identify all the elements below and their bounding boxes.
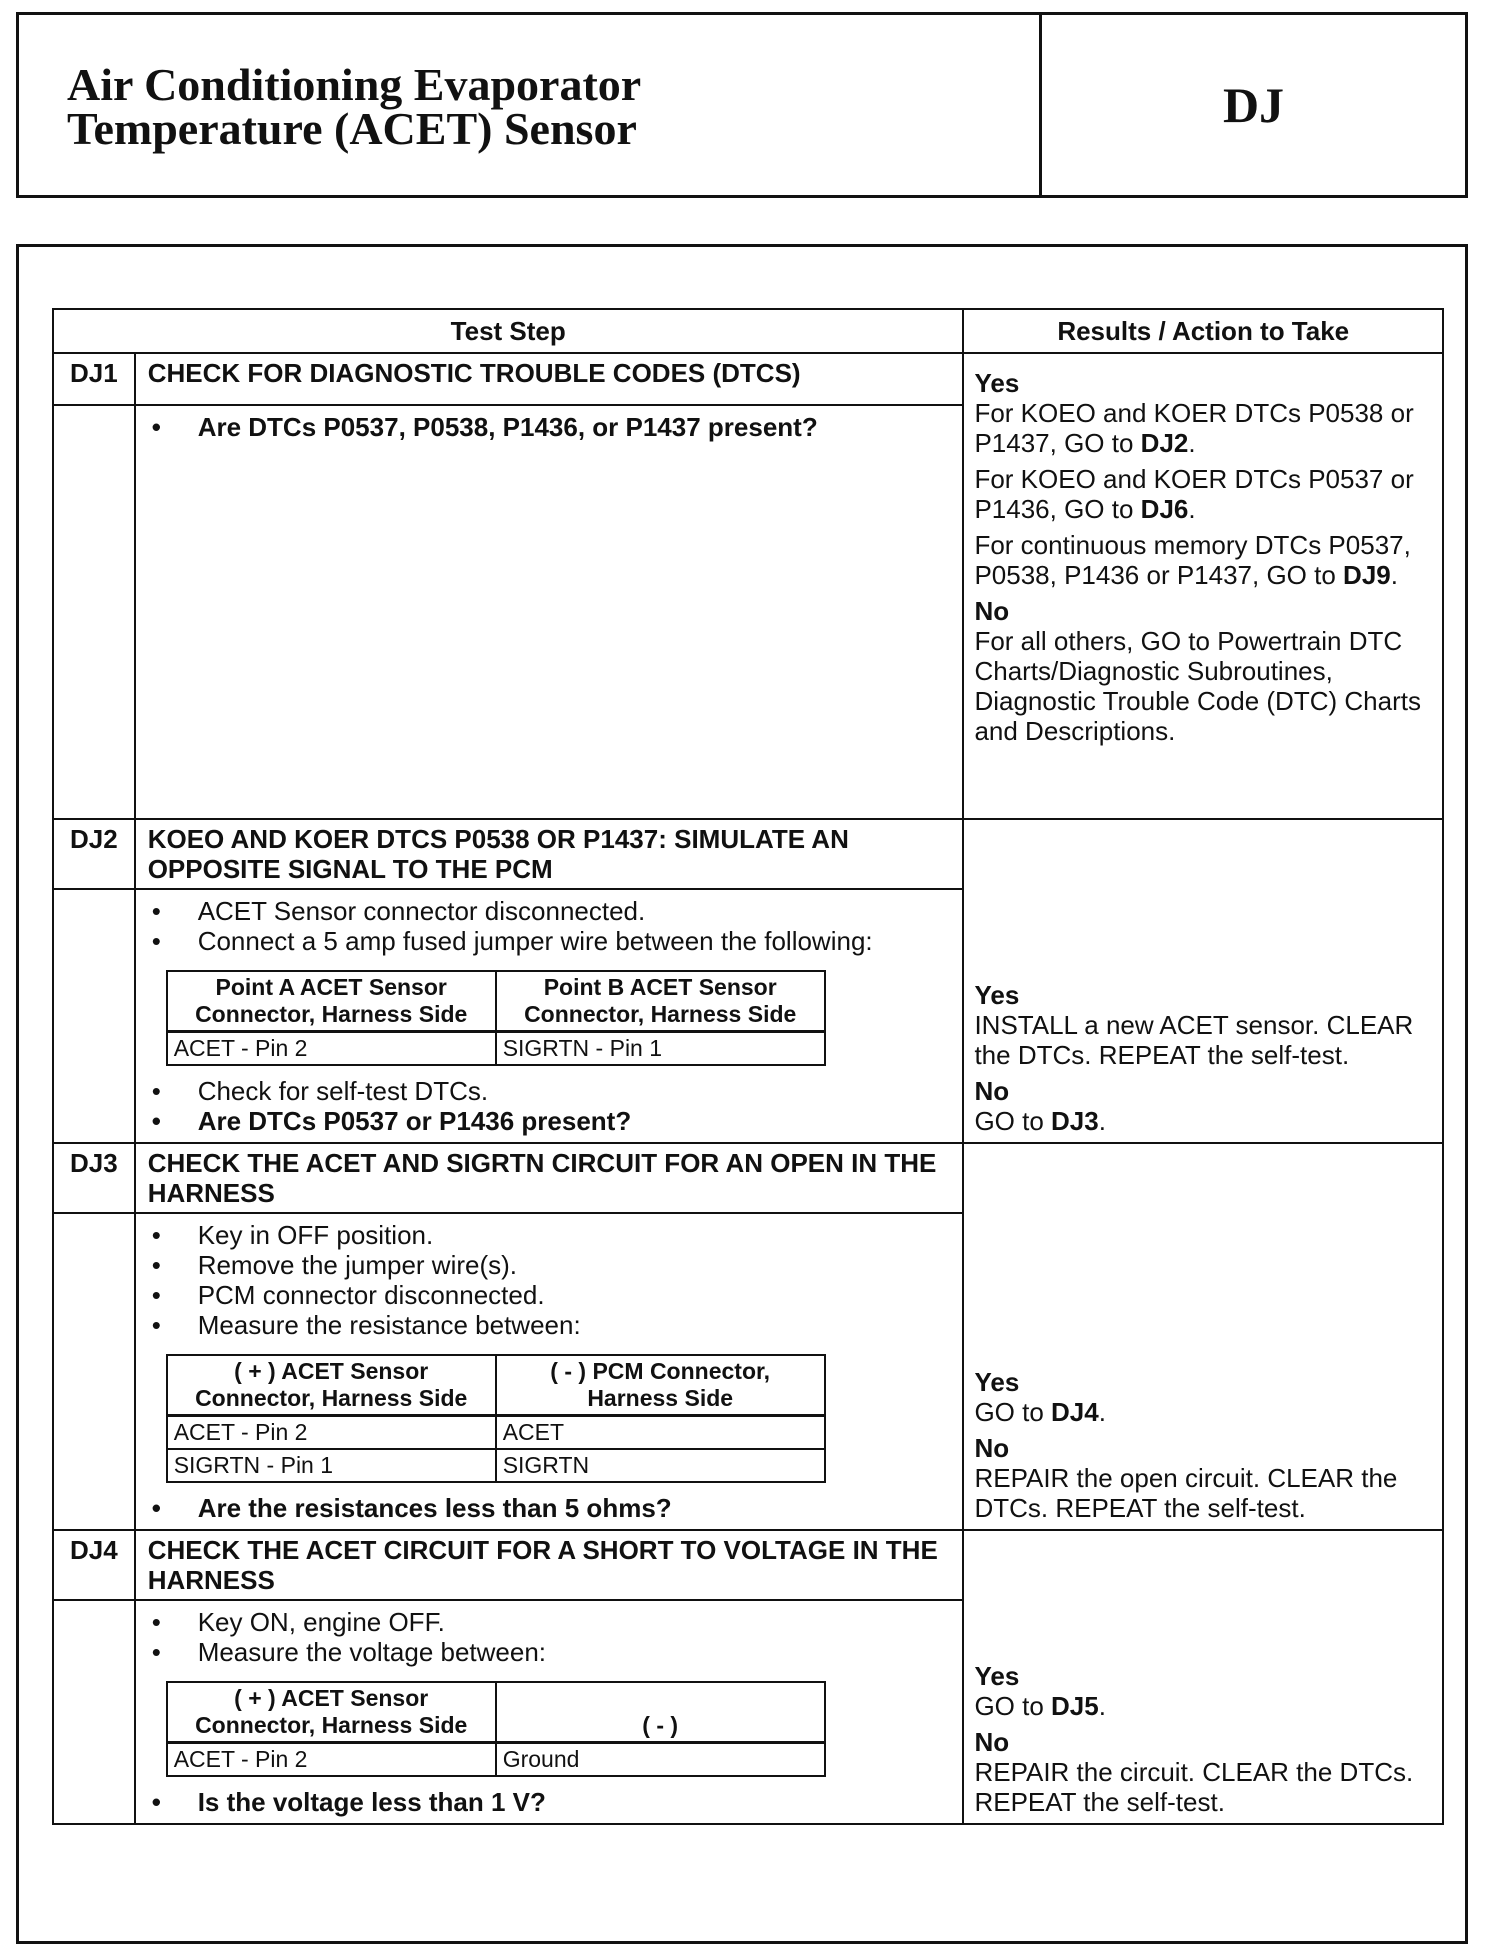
table-header: Point A ACET Sensor Connector, Harness Side — [167, 971, 496, 1032]
table-header: ( + ) ACET Sensor Connector, Harness Side — [167, 1682, 496, 1743]
result-text: INSTALL a new ACET sensor. CLEAR the DTCs. REPEAT the self-test. — [974, 1010, 1414, 1070]
step-link-dj5[interactable]: DJ5 — [1051, 1691, 1099, 1721]
col-header-results: Results / Action to Take — [963, 309, 1443, 353]
step-title: KOEO AND KOER DTCS P0538 OR P1437: SIMULATE AN OPPOSITE SIGNAL TO THE PCM — [135, 819, 964, 889]
yes-label: Yes — [974, 980, 1020, 1010]
no-label: No — [974, 1727, 1010, 1757]
step-link-dj9[interactable]: DJ9 — [1343, 560, 1391, 590]
step-dj2-title-row — [53, 819, 1443, 889]
table-header: ( + ) ACET Sensor Connector, Harness Side — [167, 1355, 496, 1416]
title-line-2: Temperature (ACET) Sensor — [67, 103, 637, 154]
step-body — [135, 889, 964, 1143]
step-dj3-results: Yes GO to DJ4. No REPAIR the open circuit. CLEAR the DTCs. REPEAT the self-test. — [963, 1143, 1443, 1530]
step-link-dj3[interactable]: DJ3 — [1051, 1106, 1099, 1136]
instruction: • Remove the jumper wire(s). — [198, 1250, 953, 1280]
step-id: DJ4 — [53, 1530, 135, 1600]
table-header: Point B ACET Sensor Connector, Harness Side — [496, 971, 825, 1032]
step-link-dj4[interactable]: DJ4 — [1051, 1397, 1099, 1427]
table-cell: SIGRTN — [496, 1449, 825, 1482]
step-id: DJ1 — [53, 353, 135, 405]
section-code: DJ — [1222, 77, 1285, 133]
step-dj1-results: Yes For KOEO and KOER DTCs P0538 or P1437, GO to DJ2. For KOEO and KOER DTCs P0537 or P1436, GO to DJ6. For continuous memory DTCs P0537, P0538, P1436 or P1437, GO to DJ9. No For all others, GO to Powertrain DTC Charts/Diagnostic Subroutines, Diagnostic Trouble Code (DTC) Charts and Descriptions. — [963, 353, 1443, 819]
step-body — [135, 405, 964, 819]
instruction: • Connect a 5 amp fused jumper wire between the following: — [198, 926, 953, 956]
step-link-dj2[interactable]: DJ2 — [1140, 428, 1189, 458]
question: • Are the resistances less than 5 ohms? — [198, 1493, 953, 1523]
instruction: • PCM connector disconnected. — [198, 1280, 953, 1310]
step-body — [135, 1213, 964, 1530]
question: • Is the voltage less than 1 V? — [198, 1787, 953, 1817]
result-text: GO to — [974, 1691, 1052, 1721]
step-dj2-results: Yes INSTALL a new ACET sensor. CLEAR the DTCs. REPEAT the self-test. No GO to DJ3. — [963, 819, 1443, 1143]
table-cell: SIGRTN - Pin 1 — [496, 1032, 825, 1066]
result-text: GO to — [974, 1397, 1052, 1427]
table-cell: ACET - Pin 2 — [167, 1032, 496, 1066]
step-dj1-title-row — [53, 353, 1443, 405]
result-text: GO to — [974, 1106, 1052, 1136]
table-cell: ACET - Pin 2 — [167, 1416, 496, 1450]
table-cell: Ground — [496, 1743, 825, 1777]
step-title: CHECK THE ACET CIRCUIT FOR A SHORT TO VOLTAGE IN THE HARNESS — [135, 1530, 964, 1600]
instruction: • Key in OFF position. — [198, 1220, 953, 1250]
step-id: DJ2 — [53, 819, 135, 889]
page-title — [67, 59, 642, 154]
step-title: CHECK THE ACET AND SIGRTN CIRCUIT FOR AN OPEN IN THE HARNESS — [135, 1143, 964, 1213]
instruction: • Measure the voltage between: — [198, 1637, 953, 1667]
table-cell: ACET — [496, 1416, 825, 1450]
step-id: DJ3 — [53, 1143, 135, 1213]
title-box — [16, 12, 1468, 198]
question: • Are DTCs P0537 or P1436 present? — [198, 1106, 953, 1136]
jumper-table — [166, 970, 826, 1066]
yes-label: Yes — [974, 1661, 1020, 1691]
no-label: No — [974, 1076, 1010, 1106]
title-line-1: Air Conditioning Evaporator — [67, 59, 642, 110]
yes-label: Yes — [974, 1367, 1020, 1397]
result-text: For KOEO and KOER DTCs P0537 or P1436, GO to — [974, 464, 1414, 524]
instruction: • ACET Sensor connector disconnected. — [198, 896, 953, 926]
table-cell: SIGRTN - Pin 1 — [167, 1449, 496, 1482]
instruction: • Measure the resistance between: — [198, 1310, 953, 1340]
result-text: For continuous memory DTCs P0537, P0538, P1436 or P1437, GO to — [974, 530, 1411, 590]
col-header-test-step: Test Step — [53, 309, 963, 353]
yes-label: Yes — [974, 368, 1020, 398]
step-body — [135, 1600, 964, 1824]
step-dj3-title-row — [53, 1143, 1443, 1213]
no-label: No — [974, 596, 1010, 626]
result-text: REPAIR the circuit. CLEAR the DTCs. REPEAT the self-test. — [974, 1757, 1414, 1817]
resistance-table — [166, 1354, 826, 1483]
no-label: No — [974, 1433, 1010, 1463]
table-header-row — [53, 309, 1443, 353]
question: • Are DTCs P0537, P0538, P1436, or P1437 present? — [198, 412, 953, 442]
voltage-table — [166, 1681, 826, 1777]
step-title: CHECK FOR DIAGNOSTIC TROUBLE CODES (DTCS) — [135, 353, 964, 405]
table-cell: ACET - Pin 2 — [167, 1743, 496, 1777]
result-text: REPAIR the open circuit. CLEAR the DTCs. REPEAT the self-test. — [974, 1463, 1398, 1523]
step-link-dj6[interactable]: DJ6 — [1140, 494, 1189, 524]
result-text: For KOEO and KOER DTCs P0538 or P1437, GO to — [974, 398, 1414, 458]
result-text: For all others, GO to Powertrain DTC Charts/Diagnostic Subroutines, Diagnostic Trouble Code (DTC) Charts and Descriptions. — [974, 626, 1421, 746]
diagnostic-table — [52, 308, 1444, 1825]
step-dj4-title-row — [53, 1530, 1443, 1600]
table-header: ( - ) — [496, 1682, 825, 1743]
instruction: • Check for self-test DTCs. — [198, 1076, 953, 1106]
table-header: ( - ) PCM Connector, Harness Side — [496, 1355, 825, 1416]
instruction: • Key ON, engine OFF. — [198, 1607, 953, 1637]
step-dj4-results: Yes GO to DJ5. No REPAIR the circuit. CLEAR the DTCs. REPEAT the self-test. — [963, 1530, 1443, 1824]
